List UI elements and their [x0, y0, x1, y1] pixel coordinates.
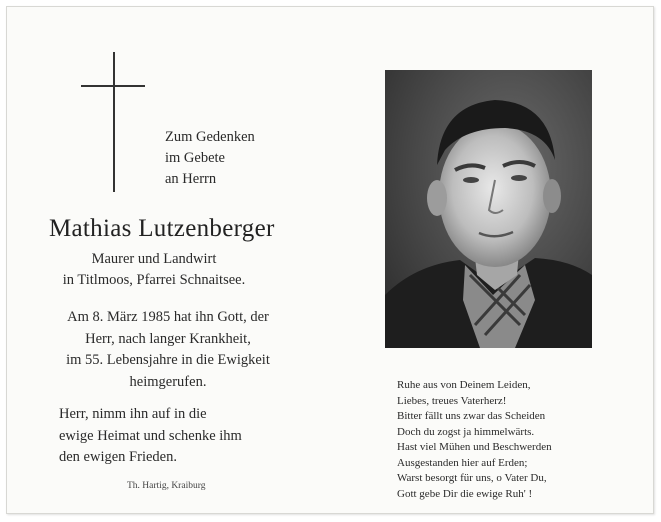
occupation-line: in Titlmoos, Pfarrei Schnaitsee.	[62, 272, 246, 288]
poem-line: Bitter fällt uns zwar das Scheiden	[397, 410, 546, 422]
cross-icon	[81, 52, 145, 192]
poem-line: Hast viel Mühen und Beschwerden	[397, 441, 552, 453]
printer-credit: Th. Hartig, Kraiburg	[127, 481, 206, 491]
death-notice	[39, 307, 297, 393]
prayer-line: Herr, nimm ihn auf in die	[59, 406, 207, 422]
poem-line: Warst besorgt für uns, o Vater Du,	[397, 472, 547, 484]
deceased-name: Mathias Lutzenberger	[49, 215, 275, 242]
poem-line: Doch du zogst ja himmelwärts.	[397, 425, 535, 438]
poem-line: Ruhe aus von Deinem Leiden,	[397, 379, 531, 391]
portrait-photo	[385, 70, 592, 348]
death-notice-line: Herr, nach langer Krankheit,	[85, 330, 251, 347]
heading-line: an Herrn	[165, 171, 217, 187]
prayer-line: den ewigen Frieden.	[59, 449, 177, 465]
death-notice-line: im 55. Lebensjahre in die Ewigkeit	[66, 352, 270, 368]
memorial-card	[6, 6, 654, 514]
poem-line: Gott gebe Dir die ewige Ruh' !	[397, 487, 533, 500]
occupation-line: Maurer und Landwirt	[91, 251, 217, 267]
deceased-occupation	[39, 249, 269, 291]
heading-line: Zum Gedenken	[165, 129, 255, 145]
prayer-line: ewige Heimat und schenke ihm	[59, 427, 242, 444]
death-notice-line: Am 8. März 1985 hat ihn Gott, der	[67, 309, 269, 325]
poem-text	[397, 378, 552, 502]
death-notice-line: heimgerufen.	[129, 373, 207, 390]
prayer-text	[59, 404, 299, 469]
poem-line: Liebes, treues Vaterherz!	[397, 394, 507, 407]
heading-line: im Gebete	[165, 150, 225, 166]
poem-line: Ausgestanden hier auf Erden;	[397, 456, 528, 469]
memorial-heading	[165, 127, 255, 190]
